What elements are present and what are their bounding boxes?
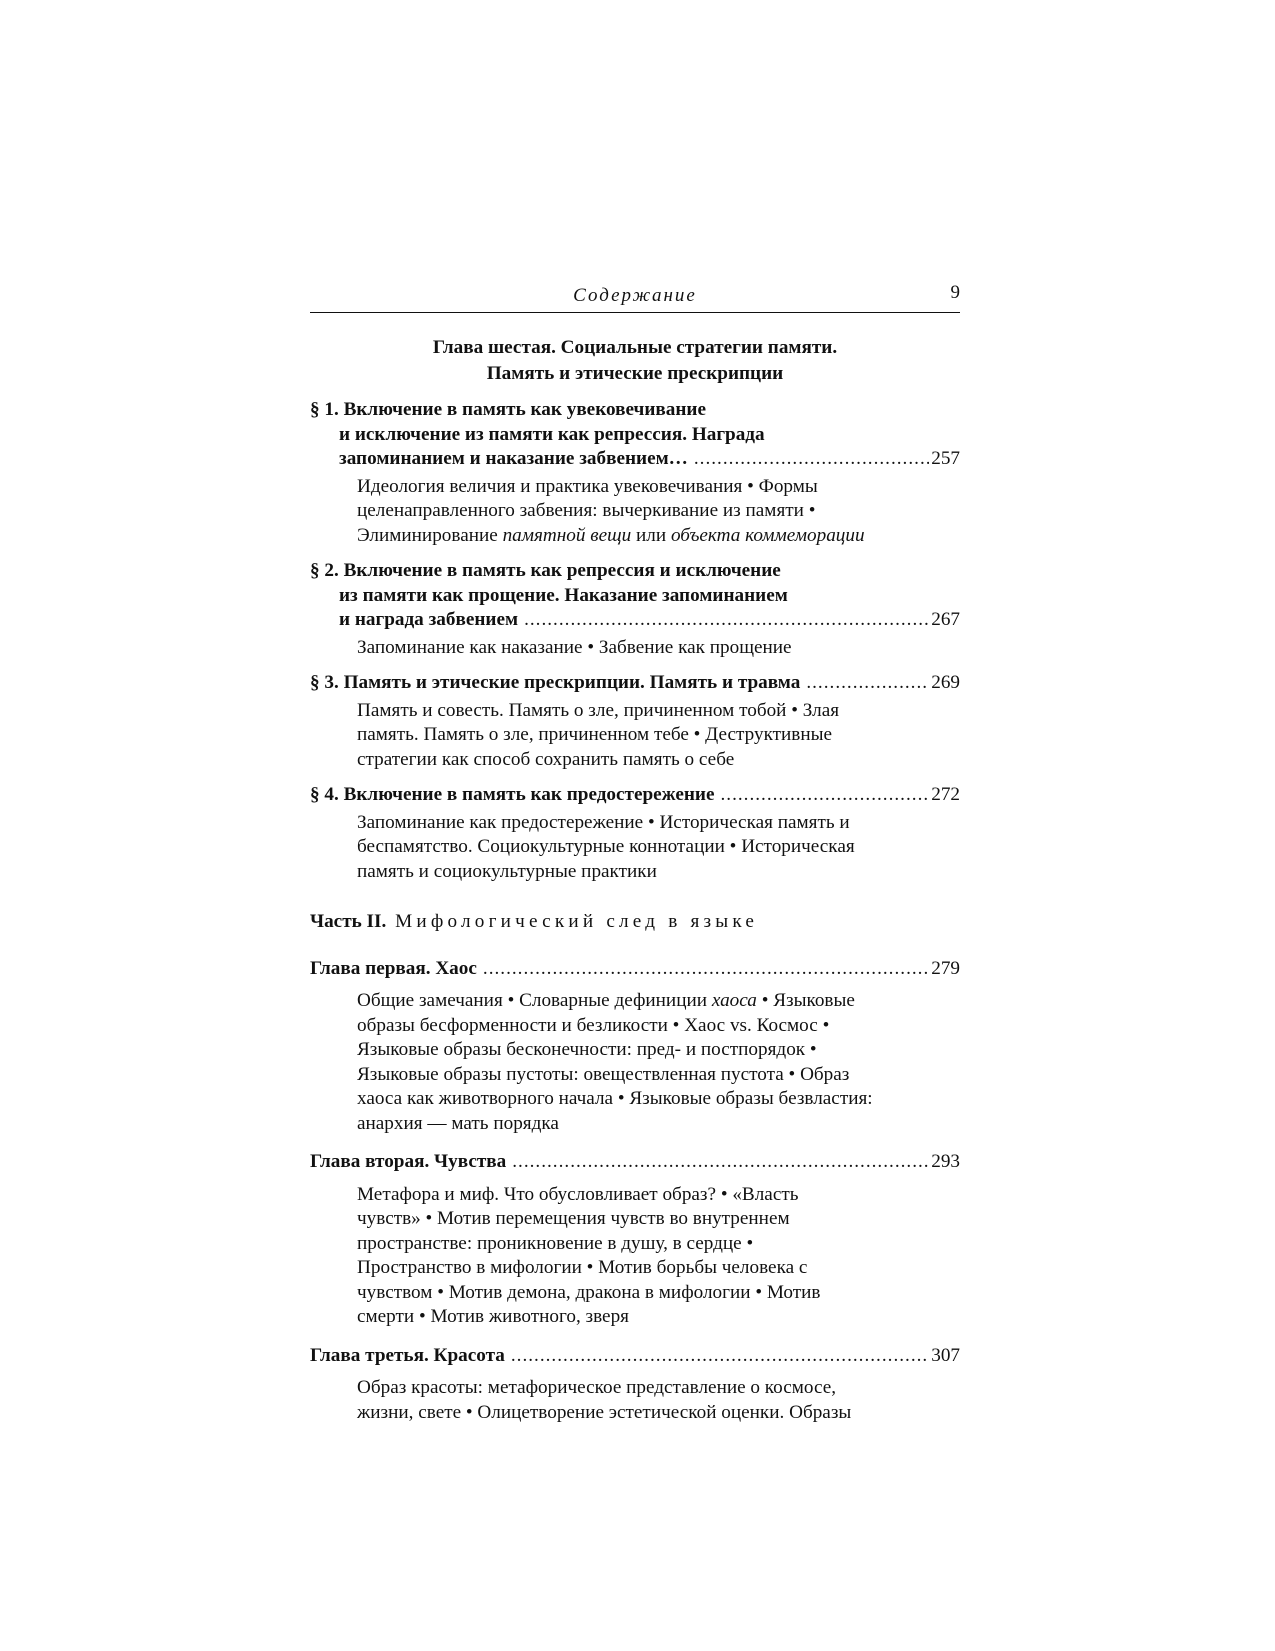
section-3-title[interactable] bbox=[310, 671, 960, 696]
description-line: Запоминание как наказание • Забвение как прощение bbox=[357, 636, 792, 658]
part-two-title: Мифологический след в языке bbox=[395, 911, 759, 932]
description-italic-term: памятной вещи bbox=[502, 524, 632, 546]
section-4-page: 272 bbox=[931, 784, 960, 805]
dot-leader bbox=[694, 447, 929, 472]
chapter-3-page: 307 bbox=[931, 1344, 960, 1366]
section-1-title[interactable] bbox=[310, 398, 960, 472]
chapter-2-title-text: Глава вторая. Чувства bbox=[310, 1151, 507, 1172]
section-2-title[interactable] bbox=[310, 559, 960, 633]
description-line bbox=[357, 989, 960, 1014]
dot-leader bbox=[483, 957, 929, 982]
section-3-title-text: § 3. Память и этические прескрипции. Память и травма bbox=[310, 672, 801, 693]
dot-leader bbox=[512, 1150, 929, 1175]
chapter-six-title-line2: Память и этические прескрипции bbox=[486, 363, 784, 384]
description-text: • Языковые bbox=[756, 990, 855, 1011]
description-text: Элиминирование bbox=[357, 524, 503, 546]
section-2-title-line3-text: и награда забвением bbox=[339, 609, 519, 630]
section-2-page: 267 bbox=[931, 609, 960, 630]
chapter-2-title-line bbox=[310, 1150, 960, 1175]
section-4-title-text: § 4. Включение в память как предостережение bbox=[310, 784, 715, 805]
part-two-label: Часть II. bbox=[310, 911, 387, 932]
dot-leader bbox=[720, 783, 929, 808]
chapter-1-title-text: Глава первая. Хаос bbox=[310, 957, 477, 979]
toc-chapter-3 bbox=[310, 1344, 960, 1426]
description-line: анархия — мать порядка bbox=[357, 1112, 559, 1134]
part-two-heading[interactable] bbox=[310, 910, 960, 935]
running-title: Содержание bbox=[573, 285, 697, 306]
description-text: Общие замечания • Словарные дефиниции bbox=[357, 990, 712, 1011]
chapter-3-title-text: Глава третья. Красота bbox=[310, 1344, 505, 1366]
section-3-page: 269 bbox=[931, 672, 960, 693]
description-line: Образ красоты: метафорическое представление о космосе, bbox=[357, 1377, 837, 1398]
dot-leader bbox=[806, 671, 929, 696]
description-line: беспамятство. Социокультурные коннотации • Историческая bbox=[357, 836, 855, 857]
chapter-2-description bbox=[310, 1183, 960, 1330]
toc-page bbox=[310, 284, 960, 1425]
description-line: Пространство в мифологии • Мотив борьбы человека с bbox=[357, 1257, 808, 1278]
description-italic-term: хаоса bbox=[711, 990, 757, 1011]
section-1-title-line2: и исключение из памяти как репрессия. Награда bbox=[339, 423, 765, 445]
toc-section-2 bbox=[310, 559, 960, 660]
description-line: Запоминание как предостережение • Историческая память и bbox=[357, 811, 850, 833]
chapter-2-page: 293 bbox=[931, 1151, 960, 1172]
section-4-title[interactable] bbox=[310, 783, 960, 808]
description-line: Память и совесть. Память о зле, причиненном тобой • Злая bbox=[357, 699, 840, 721]
running-header bbox=[310, 284, 960, 313]
toc-chapter-2 bbox=[310, 1150, 960, 1330]
description-text: или bbox=[631, 524, 671, 546]
description-line: чувством • Мотив демона, дракона в мифологии • Мотив bbox=[357, 1281, 821, 1303]
section-4-title-line1 bbox=[310, 783, 960, 808]
dot-leader bbox=[524, 608, 929, 633]
description-line: Идеология величия и практика увековечивания • Формы bbox=[357, 475, 818, 497]
chapter-3-title[interactable] bbox=[310, 1344, 960, 1369]
chapter-2-title[interactable] bbox=[310, 1150, 960, 1175]
section-1-title-line1: § 1. Включение в память как увековечивание bbox=[310, 399, 706, 420]
description-line: память. Память о зле, причиненном тебе • Деструктивные bbox=[357, 724, 833, 745]
section-1-title-line3-text: запоминанием и наказание забвением… bbox=[339, 448, 688, 469]
section-2-description bbox=[310, 636, 960, 661]
description-line: смерти • Мотив животного, зверя bbox=[357, 1306, 629, 1327]
description-line: жизни, свете • Олицетворение эстетической оценки. Образы bbox=[357, 1401, 852, 1423]
toc-section-4 bbox=[310, 783, 960, 884]
chapter-six-title-line1: Глава шестая. Социальные стратегии памяти. bbox=[432, 337, 838, 358]
toc-section-1 bbox=[310, 398, 960, 548]
section-4-description bbox=[310, 811, 960, 885]
chapter-1-title[interactable] bbox=[310, 957, 960, 982]
description-line: хаоса как животворного начала • Языковые образы безвластия: bbox=[357, 1088, 873, 1109]
chapter-3-title-line bbox=[310, 1344, 960, 1369]
section-3-title-line1 bbox=[310, 671, 960, 696]
description-line: Языковые образы пустоты: овеществленная пустота • Образ bbox=[357, 1063, 850, 1085]
dot-leader bbox=[511, 1344, 929, 1369]
page-number: 9 bbox=[950, 282, 960, 303]
toc-chapter-1 bbox=[310, 957, 960, 1137]
description-line: память и социокультурные практики bbox=[357, 860, 657, 882]
description-line: Языковые образы бесконечности: пред- и постпорядок • bbox=[357, 1039, 817, 1060]
section-2-title-line3 bbox=[310, 608, 960, 633]
chapter-1-title-line bbox=[310, 957, 960, 982]
section-2-title-line2: из памяти как прощение. Наказание запоминанием bbox=[339, 584, 788, 606]
description-line: целенаправленного забвения: вычеркивание из памяти • bbox=[357, 500, 816, 521]
description-line: чувств» • Мотив перемещения чувств во внутреннем bbox=[357, 1208, 790, 1229]
section-2-title-line1: § 2. Включение в память как репрессия и исключение bbox=[310, 560, 781, 581]
section-1-page: 257 bbox=[931, 448, 960, 469]
chapter-3-description bbox=[310, 1376, 960, 1425]
description-line bbox=[357, 524, 960, 549]
chapter-1-page: 279 bbox=[931, 957, 960, 979]
description-italic-term: объекта коммеморации bbox=[670, 524, 865, 546]
chapter-six-heading bbox=[310, 335, 960, 387]
section-3-description bbox=[310, 699, 960, 773]
description-line: Метафора и миф. Что обусловливает образ? • «Власть bbox=[357, 1183, 799, 1205]
description-line: стратегии как способ сохранить память о себе bbox=[357, 748, 735, 770]
section-1-description bbox=[310, 475, 960, 549]
chapter-1-description bbox=[310, 989, 960, 1136]
toc-section-3 bbox=[310, 671, 960, 772]
description-line: пространстве: проникновение в душу, в сердце • bbox=[357, 1232, 754, 1254]
description-line: образы бесформенности и безликости • Хаос vs. Космос • bbox=[357, 1014, 830, 1036]
section-1-title-line3 bbox=[310, 447, 960, 472]
